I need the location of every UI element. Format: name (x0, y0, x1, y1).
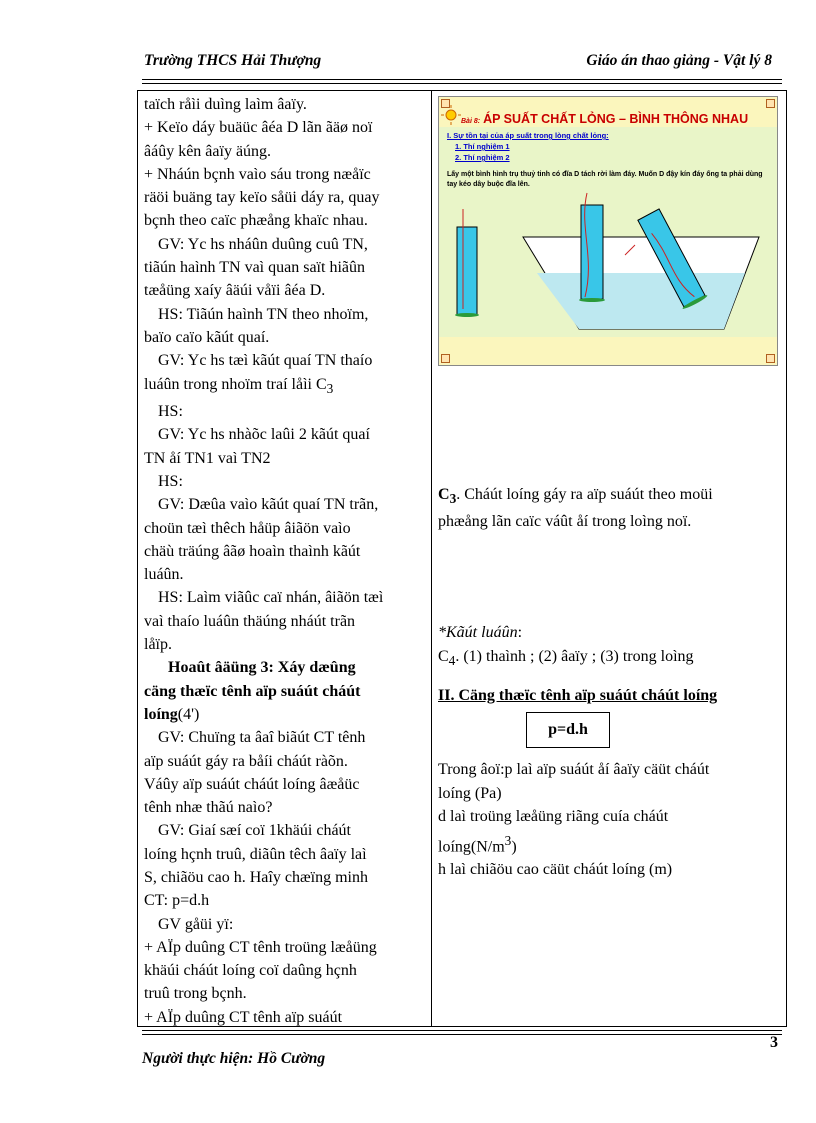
sun-icon (441, 105, 461, 125)
text-line: luáûn. (144, 566, 184, 584)
text-line: bçnh theo caïc phæång khaïc nhau. (144, 212, 368, 230)
text-line: vaì thaío luáûn thäúng nháút trãn (144, 612, 356, 630)
text-line: + AÏp duûng CT tênh troüng læåüng (144, 938, 377, 956)
slide-description: Lấy một bình hình trụ thuỷ tinh có đĩa D tách rời làm đáy. Muốn D đậy kín đáy ống ta phải dùng tay kéo dây buộc đĩa lên. (447, 171, 763, 188)
corner-handle-icon (441, 354, 450, 363)
header-rule-thick (142, 79, 782, 80)
text-line: Váûy aïp suáút cháút loíng âæåüc (144, 775, 360, 793)
water-basin (523, 237, 759, 329)
c3-label (438, 486, 457, 507)
text-line: GV: Yc hs nháûn duûng cuû TN, (158, 235, 368, 253)
text-line: HS: (158, 403, 183, 421)
cylinder-tube-2 (579, 193, 605, 302)
slide-item-2: 2. Thí nghiệm 2 (455, 153, 510, 162)
text-line: choün tæì thêch håüp âiãön vaìo (144, 519, 351, 537)
conclusion (438, 621, 778, 673)
conclusion-colon: : (517, 624, 523, 641)
text-span: luáûn trong nhoïm traí låìi C (144, 375, 327, 393)
slide-item-1: 1. Thí nghiệm 1 (455, 142, 510, 151)
text-line: tæåüng xaíy âäúi våïi âéa D. (144, 282, 326, 300)
text-line: låïp. (144, 636, 172, 654)
lesson-table (137, 90, 787, 1027)
slide-title (461, 112, 777, 126)
school-name: Trường THCS Hải Thượng (144, 52, 322, 69)
text-line: GV: Dæûa vaìo kãút quaí TN trãn, (158, 496, 379, 514)
slide-title-prefix: Bài 8: (461, 118, 481, 125)
experiment-slide (438, 96, 778, 366)
page-header (142, 52, 782, 76)
footer-rule-thick (142, 1034, 782, 1035)
section-2-title (438, 687, 778, 705)
conclusion-label (438, 621, 778, 645)
text-line: + Nháún bçnh vaìo sáu trong næåïc (144, 165, 371, 183)
text-line: tênh nhæ thãú naìo? (144, 799, 273, 817)
subject-title: Giáo án thao giảng - Vật lý 8 (586, 52, 772, 69)
where-sup: 3 (504, 832, 512, 848)
text-line: HS: Laìm viãûc caï nhán, âiãön tæì (158, 589, 384, 607)
text-line: aïp suáút gáy ra båíi cháút ràõn. (144, 752, 348, 770)
where-line: Trong âoï:p laì aïp suáút åí âaïy cäüt cháút (438, 761, 710, 778)
c3-text: . Cháút loíng gáy ra aïp suáút theo moüi (456, 486, 713, 503)
text-line: baïo caïo kãút quaí. (144, 328, 270, 346)
text-line: âáûy kên âaïy äúng. (144, 142, 272, 160)
footer-author: Người thực hiện: Hồ Cường (142, 1050, 326, 1067)
column-divider (431, 91, 432, 1026)
where-text-end: ) (511, 837, 517, 855)
activity-time: (4') (177, 705, 200, 723)
footer-rule-thin (142, 1030, 782, 1031)
header-rule-thin (142, 83, 782, 84)
c4-text: . (1) thaình ; (2) âaïy ; (3) trong loìng (455, 648, 694, 665)
text-line: räöi buäng tay keïo såüi dáy ra, quay (144, 189, 380, 207)
text-line: GV: Yc hs tæì kãút quaí TN thaío (158, 352, 373, 370)
page-number: 3 (770, 1034, 778, 1051)
activity-title: cäng thæïc tênh aïp suáút cháút (144, 682, 361, 700)
text-line: + AÏp duûng CT tênh aïp suáút (144, 1008, 343, 1026)
where-line (438, 829, 778, 859)
c4-line (438, 645, 778, 673)
c3-label-text: C (438, 486, 450, 503)
text-line: GV gåüi yï: (158, 915, 234, 933)
c3-line: phæång lãn caïc váût åí trong loìng noï. (438, 513, 692, 531)
c4-label: C (438, 648, 449, 665)
text-line: khäúi cháút loíng coï daûng hçnh (144, 962, 357, 980)
where-line: loíng (Pa) (438, 784, 502, 802)
cylinder-tube-1 (455, 209, 479, 317)
section-2-heading: II. Cäng thæïc tênh aïp suáút cháút loíng (438, 687, 718, 704)
text-line: taïch råìi duìng laìm âaïy. (144, 96, 307, 113)
conclusion-label-text: *Kãút luáûn (438, 624, 518, 641)
text-line: tiãún haình TN vaì quan saït hiãûn (144, 259, 365, 277)
text-line: S, chiãöu cao h. Haîy chæïng minh (144, 868, 368, 886)
where-line: d laì troüng læåüng riãng cuía cháút (438, 808, 669, 825)
where-line: h laì chiãöu cao cäüt cháút loíng (m) (438, 861, 673, 879)
text-line: loíng hçnh truû, diãûn têch âaïy laì (144, 845, 367, 863)
text-line: GV: Giaí sæí coï 1khäúi cháút (158, 822, 351, 840)
text-line: truû trong bçnh. (144, 985, 247, 1003)
c3-line (438, 483, 778, 510)
corner-handle-icon (766, 99, 775, 108)
c3-subscript: 3 (326, 380, 334, 396)
c3-answer (438, 483, 778, 533)
text-line: TN åí TN1 vaì TN2 (144, 449, 271, 467)
c4-sub: 4 (448, 653, 456, 669)
text-line: CT: p=d.h (144, 892, 210, 910)
text-line: HS: (158, 472, 183, 490)
text-line: HS: Tiãún haình TN theo nhoïm, (158, 305, 369, 323)
formula-explanation (438, 758, 778, 882)
text-line: + Keïo dáy buäüc âéa D lãn ãäø noï (144, 119, 373, 137)
activity-title (144, 703, 424, 726)
where-text: loíng(N/m (438, 837, 505, 855)
teacher-student-activities (144, 93, 424, 1029)
slide-title-text: ÁP SUẤT CHẤT LỎNG – BÌNH THÔNG NHAU (483, 112, 749, 126)
corner-handle-icon (441, 99, 450, 108)
text-line (144, 373, 424, 400)
c3-label-sub: 3 (449, 491, 457, 507)
text-line: GV: Chuïng ta âaî biãút CT tênh (158, 729, 366, 747)
activity-title: Hoaût âäüng 3: Xáy dæûng (168, 659, 356, 677)
formula-box: p=d.h (526, 712, 610, 748)
text-line: GV: Yc hs nhàõc laûi 2 kãút quaí (158, 426, 370, 444)
slide-section: I. Sự tồn tại của áp suất trong lòng chất lỏng: (447, 131, 609, 140)
corner-handle-icon (766, 354, 775, 363)
text-line: chäù träúng âãø hoaìn thaình kãút (144, 542, 361, 560)
activity-title-end: loíng (144, 705, 178, 723)
